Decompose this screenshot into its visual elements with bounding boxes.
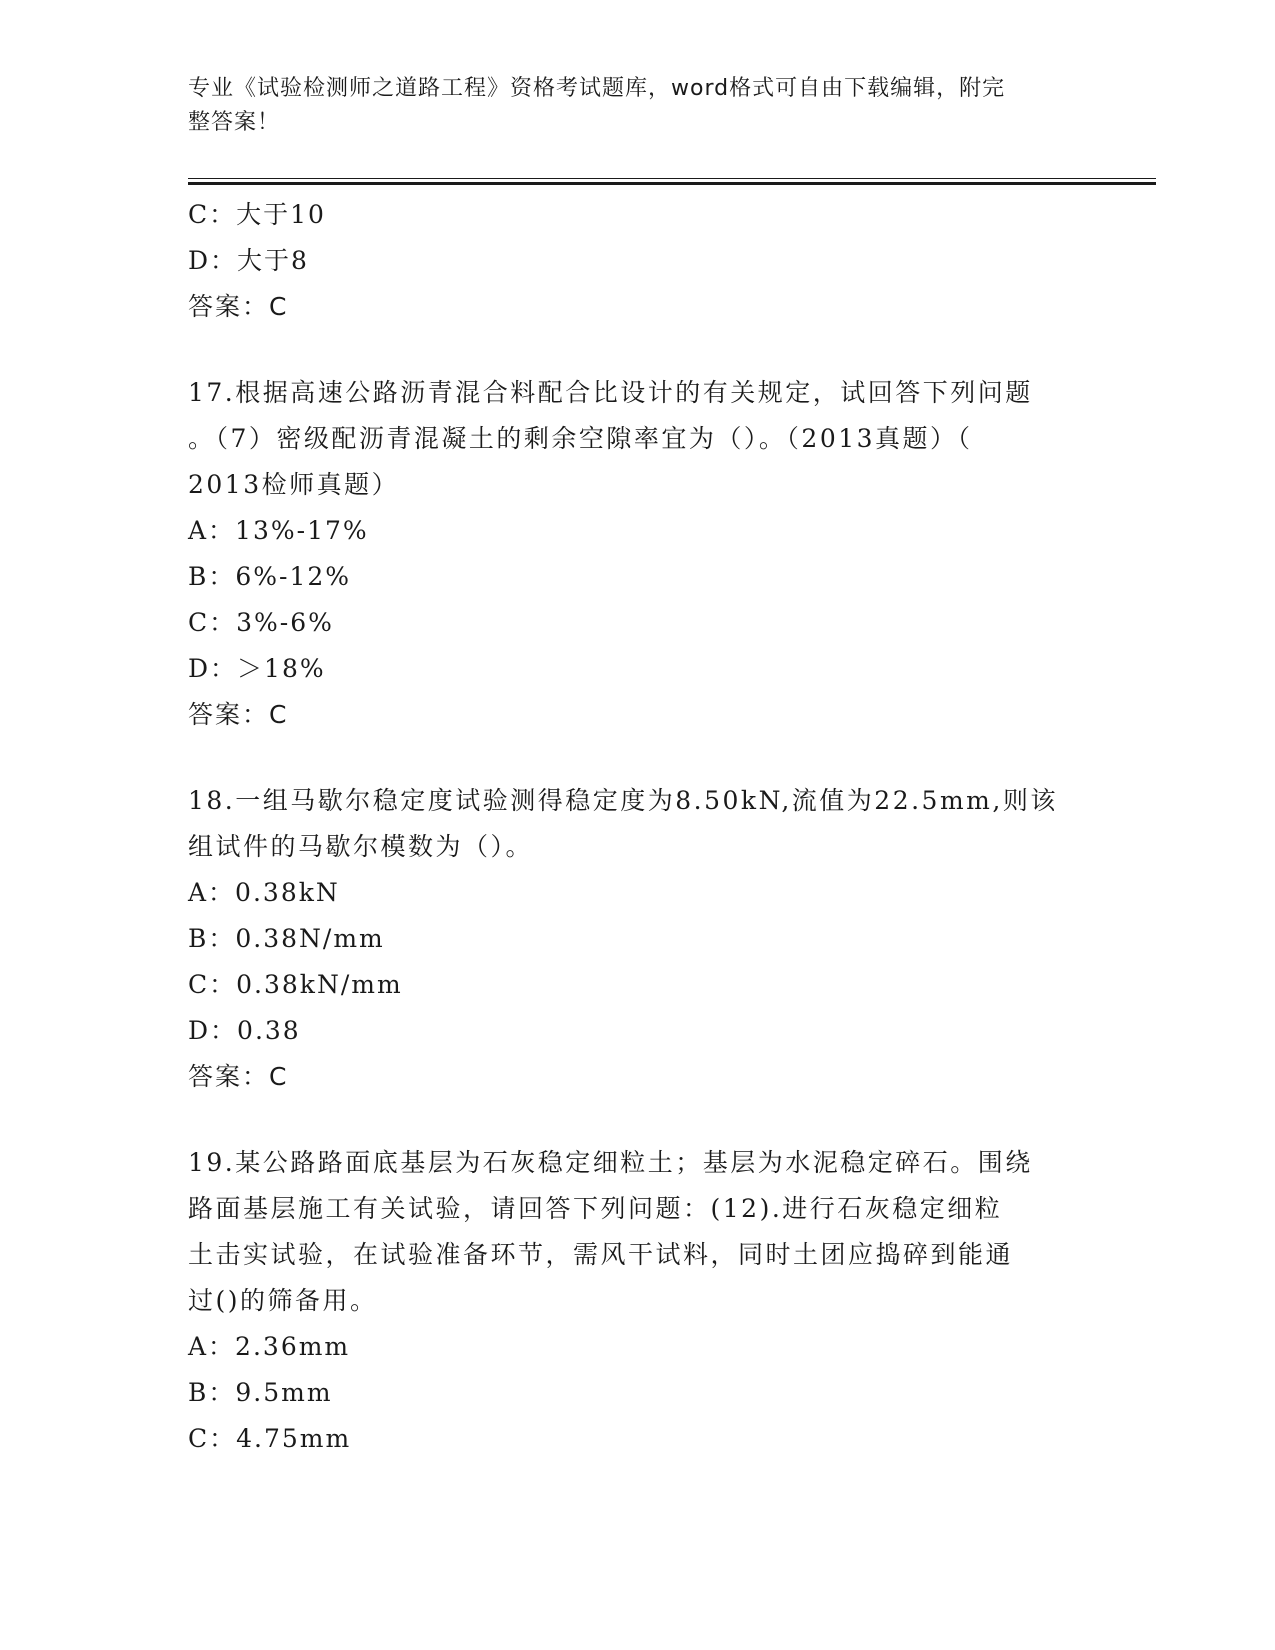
option-a: A：0.38kN — [188, 878, 340, 907]
answer: 答案：C — [188, 700, 289, 729]
option-b: B：9.5mm — [188, 1378, 333, 1407]
spacer — [188, 330, 1088, 370]
question-stem-line: 19.某公路路面底基层为石灰稳定细粒土；基层为水泥稳定碎石。围绕 — [188, 1148, 1033, 1177]
page-header — [188, 72, 1068, 140]
header-divider-thin — [188, 178, 1156, 179]
question-stem-line: 过()的筛备用。 — [188, 1286, 378, 1315]
option-c: C：0.38kN/mm — [188, 970, 403, 999]
question-stem-line: 2013检师真题） — [188, 470, 400, 499]
option-b: B：6%-12% — [188, 562, 352, 591]
question-16-tail — [188, 192, 1088, 330]
answer: 答案：C — [188, 292, 289, 321]
question-stem-line: 路面基层施工有关试验，请回答下列问题：(12).进行石灰稳定细粒 — [188, 1194, 1003, 1223]
question-stem-line: 组试件的马歇尔模数为（）。 — [188, 832, 534, 861]
spacer — [188, 738, 1088, 778]
option-a: A：2.36mm — [188, 1332, 351, 1361]
option-d: D：＞18% — [188, 654, 326, 683]
option-c: C：4.75mm — [188, 1424, 352, 1453]
question-18 — [188, 778, 1088, 1100]
option-c: C：大于10 — [188, 200, 326, 229]
option-b: B：0.38N/mm — [188, 924, 385, 953]
question-stem-line: 。（7）密级配沥青混凝土的剩余空隙率宜为（）。（2013真题）（ — [188, 424, 973, 453]
option-a: A：13%-17% — [188, 516, 369, 545]
question-stem-line: 土击实试验，在试验准备环节，需风干试料，同时土团应捣碎到能通 — [188, 1240, 1014, 1269]
header-line-2: 整答案！ — [188, 110, 281, 135]
option-c: C：3%-6% — [188, 608, 334, 637]
header-divider-thick — [188, 182, 1156, 185]
answer: 答案：C — [188, 1062, 289, 1091]
question-19 — [188, 1140, 1088, 1462]
header-line-1: 专业《试验检测师之道路工程》资格考试题库，word格式可自由下载编辑，附完 — [188, 76, 1006, 101]
question-17 — [188, 370, 1088, 738]
question-stem-line: 18.一组马歇尔稳定度试验测得稳定度为8.50kN,流值为22.5mm,则该 — [188, 786, 1058, 815]
option-d: D：0.38 — [188, 1016, 301, 1045]
spacer — [188, 1100, 1088, 1140]
option-d: D：大于8 — [188, 246, 309, 275]
question-stem-line: 17.根据高速公路沥青混合料配合比设计的有关规定，试回答下列问题 — [188, 378, 1033, 407]
question-list — [188, 192, 1088, 1462]
